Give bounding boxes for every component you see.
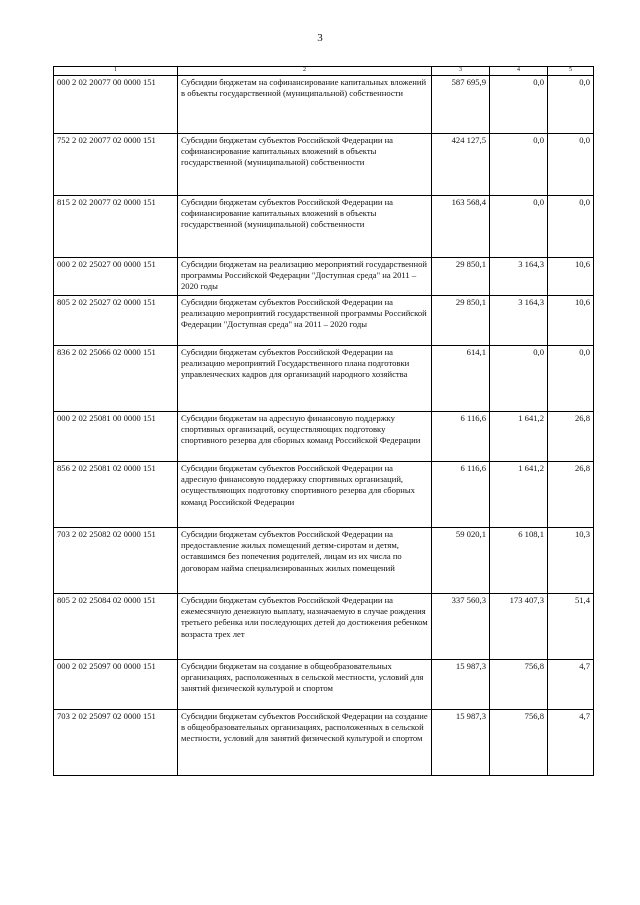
- value-col5-cell: 10,6: [548, 296, 594, 346]
- page-number: 3: [317, 32, 323, 44]
- value-col4-cell: 0,0: [490, 134, 548, 196]
- value-col4-cell: 0,0: [490, 346, 548, 412]
- code-cell: 836 2 02 25066 02 0000 151: [54, 346, 178, 412]
- value-col3-cell: 59 020,1: [432, 528, 490, 594]
- description-cell: Субсидии бюджетам субъектов Российской Федерации на реализацию мероприятий Государственного плана подготовки управленческих кадров для организаций народного хозяйства: [178, 346, 432, 412]
- value-col3-cell: 337 560,3: [432, 594, 490, 660]
- value-col3-cell: 163 568,4: [432, 196, 490, 258]
- header-col-1: 1: [54, 67, 178, 76]
- value-col3-cell: 587 695,9: [432, 76, 490, 134]
- description-cell: Субсидии бюджетам субъектов Российской Федерации на реализацию мероприятий государственной программы Российской Федерации "Доступная среда" на 2011 – 2020 годы: [178, 296, 432, 346]
- description-cell: Субсидии бюджетам на создание в общеобразовательных организациях, расположенных в сельской местности, условий для занятий физической культурой и спортом: [178, 660, 432, 710]
- value-col4-cell: 0,0: [490, 196, 548, 258]
- code-cell: 805 2 02 25027 02 0000 151: [54, 296, 178, 346]
- value-col3-cell: 614,1: [432, 346, 490, 412]
- table-row: [54, 296, 594, 346]
- value-col5-cell: 26,8: [548, 412, 594, 462]
- code-cell: 000 2 02 20077 00 0000 151: [54, 76, 178, 134]
- header-col-3: 3: [432, 67, 490, 76]
- value-col5-cell: 26,8: [548, 462, 594, 528]
- description-cell: Субсидии бюджетам субъектов Российской Федерации на предоставление жилых помещений детям-сиротам и детям, оставшимся без попечения родителей, лицам из их числа по договорам найма специализированных жилых помещений: [178, 528, 432, 594]
- value-col3-cell: 15 987,3: [432, 710, 490, 776]
- table-row: [54, 134, 594, 196]
- value-col5-cell: 0,0: [548, 346, 594, 412]
- header-col-2: 2: [178, 67, 432, 76]
- code-cell: 000 2 02 25097 00 0000 151: [54, 660, 178, 710]
- description-cell: Субсидии бюджетам на реализацию мероприятий государственной программы Российской Федерации "Доступная среда" на 2011 – 2020 годы: [178, 258, 432, 296]
- value-col3-cell: 6 116,6: [432, 462, 490, 528]
- table-row: [54, 710, 594, 776]
- value-col5-cell: 51,4: [548, 594, 594, 660]
- description-cell: Субсидии бюджетам субъектов Российской Федерации на адресную финансовую поддержку спортивных организаций, осуществляющих подготовку спортивного резерва для сборных команд Российской Федерации: [178, 462, 432, 528]
- code-cell: 815 2 02 20077 02 0000 151: [54, 196, 178, 258]
- value-col4-cell: 173 407,3: [490, 594, 548, 660]
- value-col3-cell: 29 850,1: [432, 258, 490, 296]
- value-col5-cell: 0,0: [548, 134, 594, 196]
- table-row: [54, 346, 594, 412]
- value-col4-cell: 1 641,2: [490, 462, 548, 528]
- code-cell: 805 2 02 25084 02 0000 151: [54, 594, 178, 660]
- table-row: [54, 528, 594, 594]
- value-col3-cell: 6 116,6: [432, 412, 490, 462]
- header-col-5: 5: [548, 67, 594, 76]
- value-col5-cell: 0,0: [548, 76, 594, 134]
- description-cell: Субсидии бюджетам субъектов Российской Федерации на ежемесячную денежную выплату, назначаемую в случае рождения третьего ребенка или последующих детей до достижения ребенком возраста трех лет: [178, 594, 432, 660]
- code-cell: 703 2 02 25097 02 0000 151: [54, 710, 178, 776]
- code-cell: 856 2 02 25081 02 0000 151: [54, 462, 178, 528]
- table-row: [54, 462, 594, 528]
- value-col3-cell: 424 127,5: [432, 134, 490, 196]
- code-cell: 000 2 02 25027 00 0000 151: [54, 258, 178, 296]
- description-cell: Субсидии бюджетам субъектов Российской Федерации на софинансирование капитальных вложений в объекты государственной (муниципальной) собственности: [178, 196, 432, 258]
- header-col-4: 4: [490, 67, 548, 76]
- table-row: [54, 594, 594, 660]
- code-cell: 703 2 02 25082 02 0000 151: [54, 528, 178, 594]
- value-col5-cell: 10,6: [548, 258, 594, 296]
- table-row: [54, 412, 594, 462]
- description-cell: Субсидии бюджетам на адресную финансовую поддержку спортивных организаций, осуществляющих подготовку спортивного резерва для сборных команд Российской Федерации: [178, 412, 432, 462]
- value-col4-cell: 0,0: [490, 76, 548, 134]
- table-row: [54, 660, 594, 710]
- value-col5-cell: 10,3: [548, 528, 594, 594]
- table-header: [54, 67, 594, 76]
- value-col5-cell: 4,7: [548, 710, 594, 776]
- header-row: [54, 67, 594, 76]
- value-col4-cell: 3 164,3: [490, 296, 548, 346]
- table-row: [54, 76, 594, 134]
- table-row: [54, 258, 594, 296]
- value-col4-cell: 6 108,1: [490, 528, 548, 594]
- value-col4-cell: 3 164,3: [490, 258, 548, 296]
- description-cell: Субсидии бюджетам субъектов Российской Федерации на софинансирование капитальных вложений в объекты государственной (муниципальной) собственности: [178, 134, 432, 196]
- description-cell: Субсидии бюджетам на софинансирование капитальных вложений в объекты государственной (муниципальной) собственности: [178, 76, 432, 134]
- value-col3-cell: 29 850,1: [432, 296, 490, 346]
- value-col5-cell: 0,0: [548, 196, 594, 258]
- code-cell: 000 2 02 25081 00 0000 151: [54, 412, 178, 462]
- table-body: [54, 76, 594, 776]
- description-cell: Субсидии бюджетам субъектов Российской Федерации на создание в общеобразовательных организациях, расположенных в сельской местности, условий для занятий физической культурой и спортом: [178, 710, 432, 776]
- value-col5-cell: 4,7: [548, 660, 594, 710]
- table-row: [54, 196, 594, 258]
- value-col4-cell: 756,8: [490, 660, 548, 710]
- value-col4-cell: 1 641,2: [490, 412, 548, 462]
- value-col3-cell: 15 987,3: [432, 660, 490, 710]
- value-col4-cell: 756,8: [490, 710, 548, 776]
- code-cell: 752 2 02 20077 02 0000 151: [54, 134, 178, 196]
- budget-table: [53, 66, 594, 776]
